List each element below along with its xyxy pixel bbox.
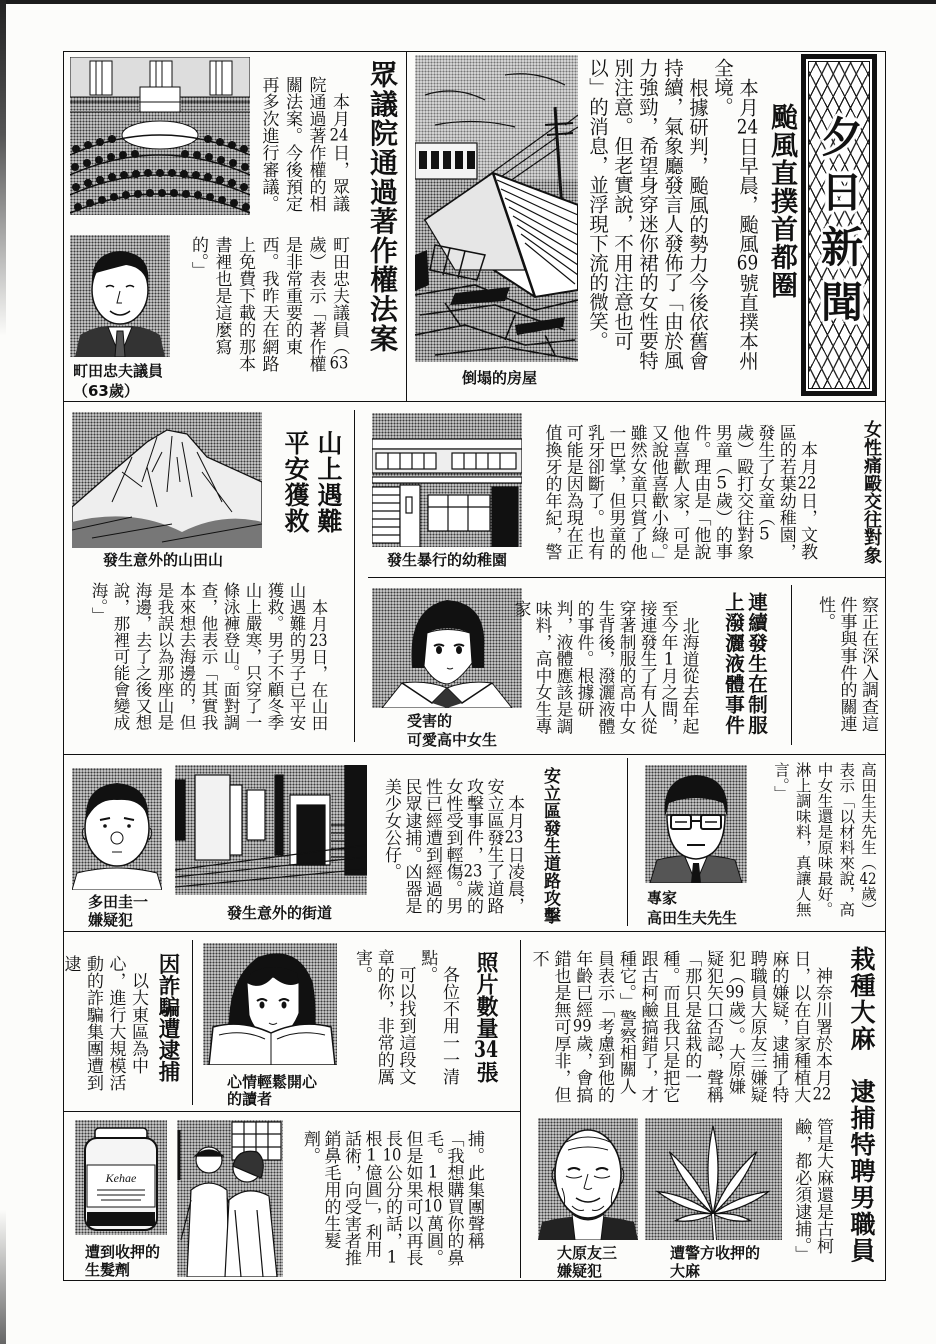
divider-line (192, 940, 193, 1105)
image-caption: 發生意外的街道 (227, 904, 333, 922)
article-body-copyright-quote (188, 236, 350, 376)
paragraph: 本月24日早晨，颱風69號直撲本州全境。 (711, 58, 759, 370)
article-body-mountain-rescue (87, 582, 329, 732)
paragraph: 管是大麻還是古柯鹼，都必須逮捕。」 (791, 1118, 833, 1263)
divider-line (63, 931, 886, 932)
headline-kindergarten-assault: 女性痛毆交往對象 (861, 420, 882, 564)
paragraph: 本月23日凌晨，安立區發生了道路攻擊事件，23歲的女性受到輕傷。男性已經遭到經過的民眾逮捕。凶器是美少女公仔。 (381, 778, 524, 914)
paragraph: 本月23日，在山田山遇難的男子已平安獲救。男子不顧冬季山上嚴寒，只穿了一條泳褲登山。面對調查，他表示「其實我本來想去海邊的，但是我誤以為那座山是海邊，去了之後又想說，那裡可能會變成海。」 (89, 582, 328, 731)
image-caption: 的讀者 (227, 1090, 273, 1108)
headline-line: 上潑灑液體事件 (722, 592, 745, 736)
paragraph: 町田忠夫議員（63歲）表示「著作權是非常重要的東西。我昨天在網路上免費下載的那本書裡也是這麼寫的。」 (188, 236, 349, 372)
suspect-caption-name: 大原友三 (557, 1244, 618, 1262)
paragraph: 察正在深入調查這件事與事件的關連性。 (815, 596, 878, 732)
suspect-caption-role: 嫌疑犯 (88, 911, 134, 929)
article-continuation-kindergarten-assault (812, 596, 878, 736)
parliament-chamber-image (70, 57, 250, 215)
image-caption: 生髮劑 (85, 1261, 131, 1279)
paragraph: 本月24日，眾議院通過著作權的相關法案。今後預定再多次進行審議。 (258, 76, 349, 212)
jar-label-text: Kehae (105, 1171, 137, 1185)
headline-cannabis-arrest: 栽種大麻 逮捕特聘男職員 (847, 946, 876, 1264)
article-continuation-fraud-arrest (300, 1130, 484, 1269)
arrest-scene-image (177, 1120, 283, 1277)
image-caption: 倒塌的房屋 (462, 369, 538, 387)
image-caption: 可愛高中女生 (407, 731, 498, 749)
portrait-caption-name: 町田忠夫議員 (73, 362, 164, 380)
image-caption: 受害的 (407, 712, 453, 730)
suspect-ohara-portrait (538, 1118, 638, 1240)
paragraph: 可以找到這段文章的你，非常的厲害。 (352, 949, 416, 1085)
paragraph: 以大東區為中心，進行大規模活動的詐騙集團遭到逮 (60, 955, 148, 1091)
headline-line: 平安獲救 (281, 430, 310, 534)
divider-line (63, 754, 886, 755)
headline-line: 山上遇難 (314, 430, 343, 534)
suspect-tada-portrait (72, 768, 162, 890)
masthead (801, 54, 877, 396)
scan-edge-left (0, 0, 6, 1344)
portrait-caption-age: （63歲） (73, 382, 139, 400)
article-body-photo-count (349, 949, 459, 1089)
paragraph: 神奈川署於本月22日，以在自家種植大麻的嫌疑，逮捕了特聘職員大原友三嫌疑犯（99歲）。大原嫌疑犯矢口否認，聲稱「那只是盆栽的一種。而且我只是把它跟古柯鹼搞錯了，才種它。」警察相關人員表示「考慮到他的年齡已經99歲，會搞錯也是無可厚非，但不 (528, 950, 832, 1103)
paragraph: 根據研判，颱風的勢力今後依舊會持續，氣象廳發言人發佈了「由於風力強勁，希望身穿迷你裙的女性要特別注意。但老實說，不用注意也可以」的消息，並浮現下流的微笑。 (586, 58, 709, 370)
image-caption: 發生暴行的幼稚園 (387, 551, 508, 569)
divider-line (627, 758, 628, 926)
headline-mountain-rescue (279, 430, 345, 538)
article-body-uniform-liquid (512, 600, 700, 738)
mountain-image (72, 412, 262, 548)
schoolgirl-victim-image (372, 588, 522, 708)
image-caption: 遭警方收押的 (670, 1244, 761, 1262)
scan-edge-top (0, 0, 936, 4)
article-continuation-cannabis-arrest (789, 1118, 833, 1274)
paragraph: 本月22日，文教區的若葉幼稚園，發生了女童（5歲）毆打交往對象男童（5歲）的事件。理由是「他說他喜歡人家，可是又說他喜歡小綠。」雖然女童只賞了他一巴掌，但男童的乳牙卻斷了。也有可能是因為現在正值換牙的年紀，警 (541, 424, 817, 560)
hair-tonic-jar-image (75, 1120, 167, 1235)
article-continuation-uniform-liquid (768, 762, 878, 919)
divider-line (406, 51, 407, 401)
kindergarten-building-image (372, 413, 522, 547)
politician-portrait (70, 235, 170, 357)
article-body-copyright-bill (255, 76, 350, 216)
headline-typhoon: 颱風直撲首都圈 (766, 103, 797, 299)
paragraph: 各位不用一一清點。 (417, 949, 459, 1085)
article-body-street-attack (380, 778, 524, 920)
image-caption: 心情輕鬆開心 (227, 1073, 318, 1091)
paragraph: 高田生夫先生（42歲）表示「以材料來說，高中女生還是原味最好。淋上調味料，真讓人無言。」 (772, 762, 877, 917)
street-scene-image (175, 765, 367, 895)
article-body-typhoon (584, 58, 760, 374)
happy-reader-image (203, 943, 337, 1065)
expert-caption-role: 專家 (647, 889, 678, 907)
image-caption: 遭到收押的 (85, 1243, 161, 1261)
cannabis-leaf-image (645, 1118, 782, 1240)
masthead-lattice-pattern (808, 61, 870, 389)
article-body-fraud-arrest (60, 955, 149, 1095)
headline-street-attack: 安立區發生道路攻擊 (540, 767, 560, 925)
expert-caption-name: 高田生夫先生 (647, 909, 738, 927)
divider-line (354, 410, 355, 742)
article-body-kindergarten-assault (540, 424, 817, 564)
suspect-caption-role: 嫌疑犯 (557, 1262, 603, 1280)
headline-copyright-bill: 眾議院通過著作權法案 (366, 60, 399, 353)
divider-line (520, 940, 521, 1278)
article-body-cannabis-arrest (528, 950, 832, 1106)
headline-line: 連續發生在制服 (745, 592, 768, 736)
divider-line (63, 401, 886, 402)
headline-fraud-arrest: 因詐騙遭逮捕 (155, 953, 180, 1082)
headline-uniform-liquid (722, 592, 768, 740)
divider-line (63, 1111, 520, 1112)
suspect-caption-name: 多田圭一 (88, 893, 149, 911)
expert-portrait (645, 765, 747, 883)
divider-line (791, 585, 792, 745)
paragraph: 捕。此集團聲稱「我想購買你的鼻毛。1根10萬圓。但是如果可以再長長10公分的話，1根1億圓」，利用話術，向受害者推銷鼻毛用的生髮劑。 (300, 1130, 484, 1266)
divider-line (368, 577, 885, 578)
newspaper-title: 夕日新聞 (815, 115, 864, 335)
headline-photo-count: 照片數量34張 (473, 951, 499, 1083)
image-caption: 大麻 (670, 1262, 701, 1280)
collapsed-house-image (415, 55, 578, 362)
paragraph: 北海道從去年起至今年1月之間，接連發生了有人從穿著制服的高中女生背後，潑灑液體的事件。根據研判，液體應該是調味料，高中女生專家 (512, 600, 700, 735)
image-caption: 發生意外的山田山 (103, 551, 224, 569)
